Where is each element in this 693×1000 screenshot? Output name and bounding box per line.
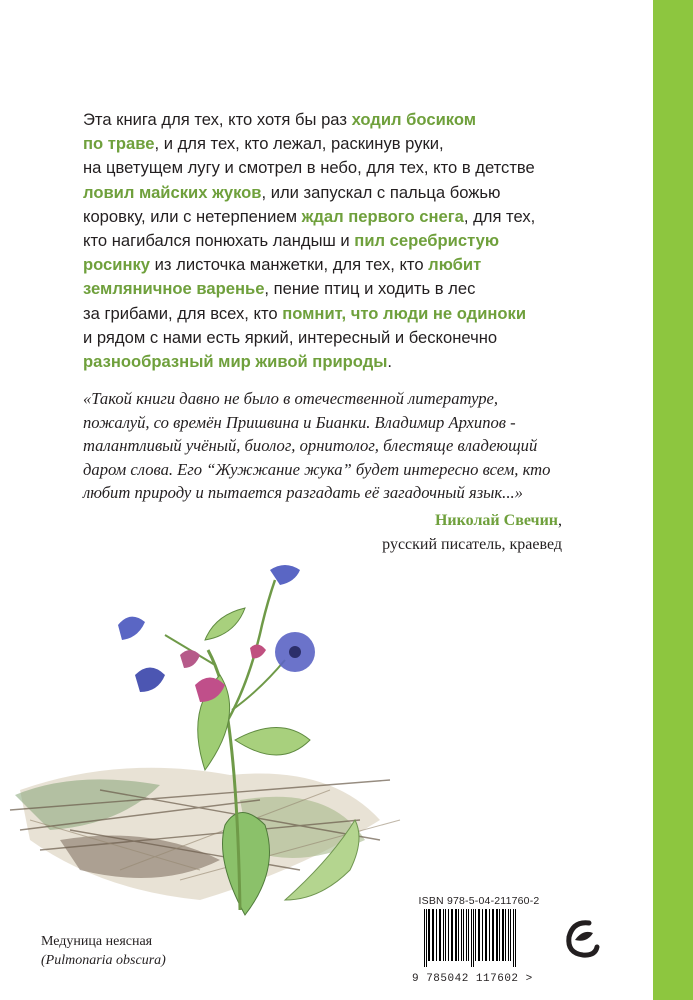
barcode-bars [412, 909, 546, 967]
intro-line [83, 205, 573, 229]
intro-paragraph [83, 108, 573, 374]
highlight-phrase: земляничное варенье [83, 279, 265, 299]
pulmonaria-illustration [0, 540, 420, 940]
quote-line: «Такой книги давно не было в отечественной литературе, [83, 389, 499, 408]
intro-line [83, 253, 573, 277]
quote-line: пожалуй, со времён Пришвина и Бианки. Владимир Архипов - [83, 412, 516, 432]
intro-line [83, 156, 573, 180]
isbn-barcode [412, 895, 546, 983]
intro-line [83, 132, 573, 156]
quote-line: талантливый учёный, биолог, орнитолог, блестяще владеющий [83, 436, 538, 455]
intro-line [83, 277, 573, 301]
intro-line [83, 326, 573, 350]
review-quote [83, 387, 583, 505]
author-name: Николай Свечин [434, 512, 558, 529]
intro-text: , или запускал с пальца божью [261, 182, 501, 202]
quote-attribution: Николай Свечин, русский писатель, краевед [300, 509, 562, 556]
intro-line [83, 229, 573, 253]
intro-text: коровку, или с нетерпением [83, 206, 302, 226]
highlight-phrase: ходил босиком [351, 110, 477, 129]
intro-text: за грибами, для всех, кто [83, 303, 283, 323]
intro-text: и рядом с нами есть яркий, интересный и бесконечно [83, 327, 498, 347]
intro-text: , и для тех, кто лежал, раскинув руки, [154, 134, 444, 154]
barcode-digits: 9 785042 117602 > [412, 973, 533, 985]
intro-text: , пение птиц и ходить в лес [264, 279, 476, 299]
author-title: русский писатель, краевед [382, 535, 562, 553]
intro-line [83, 350, 573, 374]
quote-line: любит природу и пытается разгадать её загадочный язык...» [83, 483, 523, 502]
highlight-phrase: разнообразный мир живой природы [83, 352, 388, 372]
intro-text: Эта книга для тех, кто хотя бы раз [83, 110, 352, 129]
intro-text: на цветущем лугу и смотрел в небо, для тех, кто в детстве [83, 158, 535, 178]
caption-latin: (Pulmonaria obscura) [41, 953, 166, 968]
highlight-phrase: ждал первого снега [301, 206, 464, 226]
ground-litter [10, 768, 400, 900]
highlight-phrase: по траве [83, 134, 155, 154]
intro-line [83, 302, 573, 326]
base-leaf [223, 813, 270, 916]
highlight-phrase: ловил майских жуков [83, 182, 262, 202]
highlight-phrase: росинку [83, 255, 151, 275]
highlight-phrase: помнит, что люди не одиноки [282, 303, 527, 323]
intro-text: кто нагибался понюхать ландыш и [83, 231, 355, 251]
intro-text: из листочка манжетки, для тех, кто [150, 255, 429, 275]
intro-line [83, 181, 573, 205]
intro-line [83, 108, 573, 132]
intro-text: . [387, 352, 393, 372]
caption-name: Медуница неясная [41, 934, 153, 949]
spine-green-band [653, 0, 693, 1000]
highlight-phrase: любит [428, 255, 482, 275]
highlight-phrase: пил серебристую [354, 231, 500, 251]
illustration-caption [41, 932, 166, 970]
publisher-logo-icon [563, 913, 603, 963]
intro-text: , для тех, [463, 206, 536, 226]
quote-line: даром слова. Его “Жужжание жука” будет интересно всем, кто [83, 459, 551, 479]
isbn-text: ISBN 978-5-04-211760-2 [418, 895, 540, 907]
